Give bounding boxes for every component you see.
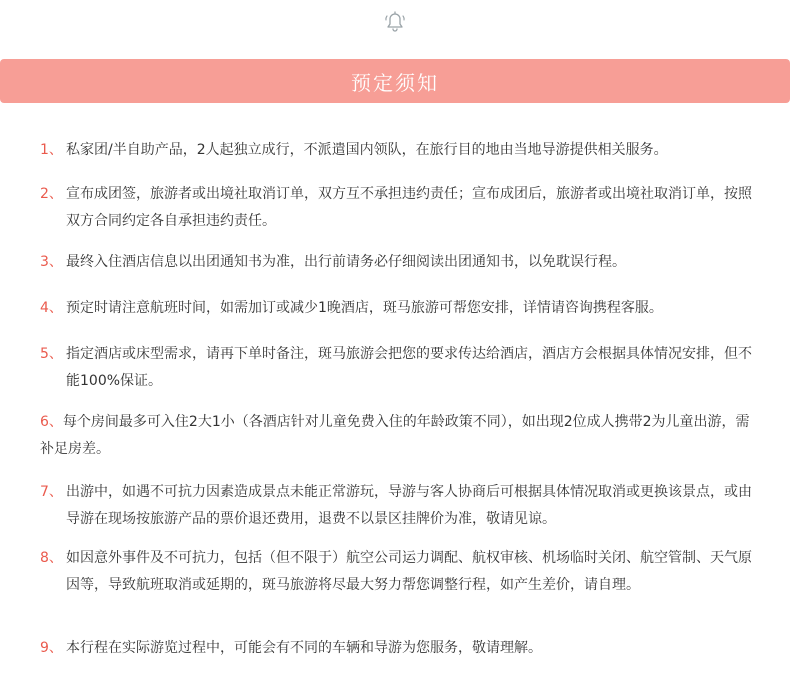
notice-banner [0,59,790,103]
notice-text: 私家团/半自助产品，2人起独立成行，不派遣国内领队，在旅行目的地由当地导游提供相关服务。 [66,142,668,158]
notice-number: 9、 [40,640,63,656]
notice-text: 每个房间最多可入住2大1小（各酒店针对儿童免费入住的年龄政策不同），如出现2位成人携带2为儿童出游，需补足房差。 [40,414,750,457]
notice-number: 3、 [40,254,63,270]
notice-item [40,341,760,395]
notice-item [40,545,760,599]
notice-item [40,635,760,662]
notice-number: 5、 [40,346,63,362]
notice-item [40,137,760,164]
notice-text: 宣布成团签，旅游者或出境社取消订单，双方互不承担违约责任；宣布成团后，旅游者或出境社取消订单，按照双方合同约定各自承担违约责任。 [66,186,752,229]
notice-item [40,295,760,322]
notice-text: 本行程在实际游览过程中，可能会有不同的车辆和导游为您服务，敬请理解。 [66,640,542,656]
notice-number: 2、 [40,186,63,202]
page-title: 预定须知 [351,70,439,95]
bell-icon [383,10,407,34]
notice-number: 4、 [40,300,63,316]
notice-text: 预定时请注意航班时间，如需加订或减少1晚酒店，斑马旅游可帮您安排，详情请咨询携程客服。 [66,300,663,316]
notice-item [40,409,760,463]
notice-number: 8、 [40,550,63,566]
notice-text: 指定酒店或床型需求，请再下单时备注，斑马旅游会把您的要求传达给酒店，酒店方会根据具体情况安排，但不能100%保证。 [66,346,752,389]
notice-number: 7、 [40,484,63,500]
notice-text: 最终入住酒店信息以出团通知书为准，出行前请务必仔细阅读出团通知书，以免耽误行程。 [66,254,626,270]
notice-number: 6、 [40,414,63,430]
notice-number: 1、 [40,142,63,158]
notice-text: 出游中，如遇不可抗力因素造成景点未能正常游玩，导游与客人协商后可根据具体情况取消或更换该景点，或由导游在现场按旅游产品的票价退还费用，退费不以景区挂牌价为准，敬请见谅。 [66,484,752,527]
notice-text: 如因意外事件及不可抗力，包括（但不限于）航空公司运力调配、航权审核、机场临时关闭、航空管制、天气原因等，导致航班取消或延期的，斑马旅游将尽最大努力帮您调整行程，如产生差价，请自理。 [66,550,752,593]
notice-item [40,249,760,276]
notice-item [40,479,760,533]
notice-item [40,181,760,235]
